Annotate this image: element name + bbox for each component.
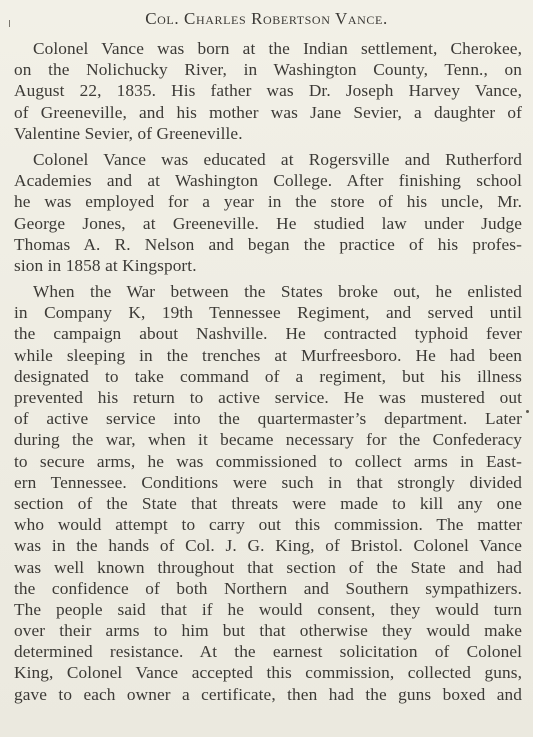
text-line: was in the hands of Col. J. G. King, of Bristol. Colonel Vance — [14, 536, 522, 556]
text-line: to secure arms, he was commissioned to collect arms in East- — [14, 451, 522, 471]
margin-dot — [526, 410, 529, 413]
text-line: of Greeneville, and his mother was Jane Sevier, a daughter of — [14, 102, 522, 122]
text-line: August 22, 1835. His father was Dr. Joseph Harvey Vance, — [14, 81, 522, 101]
text-line: King, Colonel Vance accepted this commission, collected guns, — [14, 663, 522, 683]
text-line: designated to take command of a regiment, but his illness — [14, 366, 522, 386]
text-line: When the War between the States broke out, he enlisted — [33, 282, 522, 302]
text-line: in Company K, 19th Tennessee Regiment, and served until — [14, 303, 522, 323]
text-line: on the Nolichucky River, in Washington County, Tenn., on — [14, 60, 522, 80]
text-line: Academies and at Washington College. After finishing school — [14, 171, 522, 191]
text-line: over their arms to him but that otherwise they would make — [14, 621, 522, 641]
text-line: prevented his return to active service. He was mustered out — [14, 388, 522, 407]
text-line: Colonel Vance was educated at Rogersville and Rutherford — [33, 149, 522, 169]
text-line: the campaign about Nashville. He contracted typhoid fever — [14, 324, 522, 344]
text-line: while sleeping in the trenches at Murfreesboro. He had been — [14, 345, 522, 365]
text-line: was well known throughout that section of the State and had — [14, 557, 522, 577]
text-line: sion in 1858 at Kingsport. — [14, 255, 197, 275]
page-title: Col. Charles Robertson Vance. — [145, 9, 388, 28]
body-text — [14, 38, 522, 705]
text-line: George Jones, at Greeneville. He studied law under Judge — [14, 213, 522, 233]
paragraph — [14, 38, 522, 144]
text-line: section of the State that threats were made to kill any one — [14, 493, 522, 513]
text-line: The people said that if he would consent, they would turn — [14, 599, 522, 619]
text-line: ern Tennessee. Conditions were such in that strongly divided — [14, 472, 522, 492]
text-line: Colonel Vance was born at the Indian settlement, Cherokee, — [33, 39, 522, 58]
text-line: of active service into the quartermaster’s department. Later — [14, 409, 522, 429]
text-line: Valentine Sevier, of Greeneville. — [14, 123, 243, 143]
text-line: during the war, when it became necessary for the Confederacy — [14, 430, 522, 450]
paragraph — [14, 149, 522, 276]
text-line: gave to each owner a certificate, then had the guns boxed and — [14, 684, 522, 704]
paragraph — [14, 281, 522, 705]
text-line: who would attempt to carry out this commission. The matter — [14, 515, 522, 535]
text-line: he was employed for a year in the store of his uncle, Mr. — [14, 192, 522, 212]
text-line: Thomas A. R. Nelson and began the practice of his profes- — [14, 234, 522, 254]
text-line: determined resistance. At the earnest solicitation of Colonel — [14, 642, 522, 662]
text-line: the confidence of both Northern and Southern sympathizers. — [14, 578, 522, 598]
